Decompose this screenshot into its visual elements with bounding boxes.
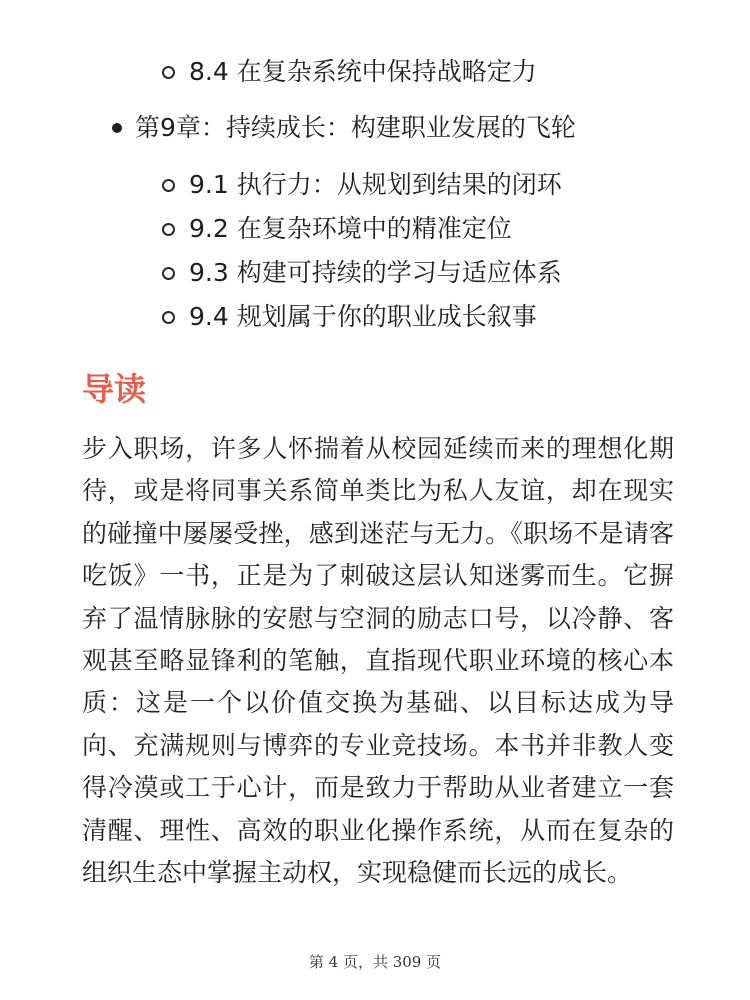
disc-bullet-icon bbox=[112, 123, 122, 133]
circle-bullet-icon bbox=[162, 66, 175, 79]
toc-subitem-9-3[interactable] bbox=[162, 253, 562, 293]
toc-chapter-title: 第9章：持续成长：构建职业发展的飞轮 bbox=[135, 113, 576, 142]
toc-chapter-9[interactable] bbox=[112, 107, 576, 149]
toc-subitem-label: 9.1 执行力：从规划到结果的闭环 bbox=[189, 170, 562, 199]
toc-subitem-9-2[interactable] bbox=[162, 209, 512, 249]
toc-subitem-label: 9.4 规划属于你的职业成长叙事 bbox=[189, 302, 537, 331]
toc-subitem-8-4[interactable] bbox=[162, 52, 537, 92]
section-heading: 导读 bbox=[82, 370, 147, 408]
toc-subitem-label: 8.4 在复杂系统中保持战略定力 bbox=[189, 57, 537, 86]
body-paragraph: 步入职场，许多人怀揣着从校园延续而来的理想化期待，或是将同事关系简单类比为私人友谊，却在现实的碰撞中屡屡受挫，感到迷茫与无力。《职场不是请客吃饭》一书，正是为了刺破这层认知迷雾而生。它摒弃了温情脉脉的安慰与空洞的励志口号，以冷静、客观甚至略显锋利的笔触，直指现代职业环境的核心本质：这是一个以价值交换为基础、以目标达成为导向、充满规则与博弈的专业竞技场。本书并非教人变得冷漠或工于心计，而是致力于帮助从业者建立一套清醒、理性、高效的职业化操作系统，从而在复杂的组织生态中掌握主动权，实现稳健而长远的成长。 bbox=[82, 434, 674, 888]
toc-subitem-label: 9.2 在复杂环境中的精准定位 bbox=[189, 214, 512, 243]
toc-subitem-9-4[interactable] bbox=[162, 297, 537, 337]
page-indicator: 第 4 页，共 309 页 bbox=[308, 953, 442, 971]
toc-subitem-9-1[interactable] bbox=[162, 165, 562, 205]
circle-bullet-icon bbox=[162, 223, 175, 236]
circle-bullet-icon bbox=[162, 311, 175, 324]
circle-bullet-icon bbox=[162, 179, 175, 192]
toc-subitem-label: 9.3 构建可持续的学习与适应体系 bbox=[189, 258, 562, 287]
circle-bullet-icon bbox=[162, 267, 175, 280]
